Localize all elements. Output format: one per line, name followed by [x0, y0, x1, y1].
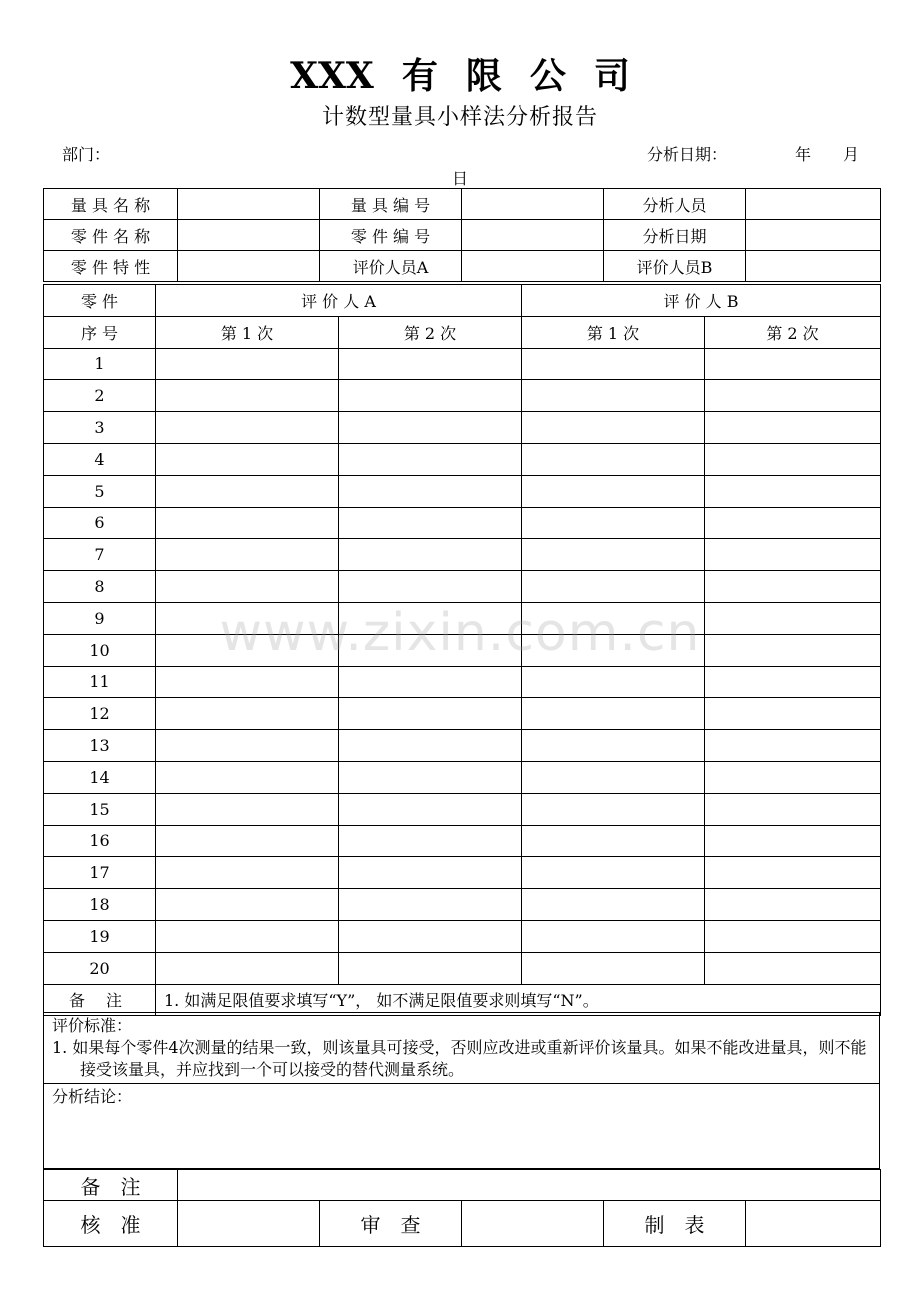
b-trial-2-cell[interactable] [705, 666, 881, 698]
a-trial-1-cell[interactable] [156, 730, 339, 762]
grid-subheader-row [44, 316, 881, 348]
analyst-field[interactable] [746, 189, 881, 220]
part-no-field[interactable] [462, 220, 604, 251]
remark-text: 1. 如满足限值要求填写“Y”， 如不满足限值要求则填写“N”。 [156, 984, 881, 1016]
b-trial-2-cell[interactable] [705, 761, 881, 793]
b-trial-2-cell[interactable] [705, 793, 881, 825]
a-trial-1-cell[interactable] [156, 602, 339, 634]
report-title: 计数型量具小样法分析报告 [321, 105, 598, 130]
a-trial-2-cell[interactable] [339, 634, 522, 666]
appraiser-a-header: 评 价 人 A [156, 285, 522, 317]
a-trial-2-cell[interactable] [339, 348, 522, 380]
gauge-name-label: 量 具 名 称 [44, 189, 178, 220]
b-trial-1-cell[interactable] [522, 380, 705, 412]
appraiser-b-header: 评 价 人 B [522, 285, 881, 317]
b-trial-1-cell[interactable] [522, 539, 705, 571]
part-number: 20 [44, 952, 156, 984]
table-row [44, 412, 881, 444]
b-trial-2-cell[interactable] [705, 920, 881, 952]
a-trial-1-cell[interactable] [156, 920, 339, 952]
b-trial-2-cell[interactable] [705, 952, 881, 984]
b-trial-2: 第 2 次 [705, 316, 881, 348]
a-trial-1-cell[interactable] [156, 761, 339, 793]
b-trial-2-cell[interactable] [705, 380, 881, 412]
appraiser-a-label: 评价人员A [320, 251, 462, 282]
b-trial-2-cell[interactable] [705, 443, 881, 475]
part-number: 13 [44, 730, 156, 762]
a-trial-1-cell[interactable] [156, 571, 339, 603]
a-trial-2-cell[interactable] [339, 698, 522, 730]
appraiser-b-field[interactable] [746, 251, 881, 282]
b-trial-2-cell[interactable] [705, 412, 881, 444]
table-row [44, 793, 881, 825]
analysis-date-field[interactable] [746, 220, 881, 251]
measurement-table [43, 284, 881, 1016]
b-trial-1-cell[interactable] [522, 443, 705, 475]
b-trial-2-cell[interactable] [705, 857, 881, 889]
b-trial-1-cell[interactable] [522, 475, 705, 507]
year-label: 年 [795, 145, 812, 164]
b-trial-2-cell[interactable] [705, 698, 881, 730]
a-trial-1-cell[interactable] [156, 443, 339, 475]
day-label: 日 [452, 169, 469, 188]
a-trial-2: 第 2 次 [339, 316, 522, 348]
b-trial-1-cell[interactable] [522, 666, 705, 698]
footer-remark-field[interactable] [178, 1170, 881, 1201]
part-number: 19 [44, 920, 156, 952]
b-trial-2-cell[interactable] [705, 634, 881, 666]
a-trial-1-cell[interactable] [156, 475, 339, 507]
b-trial-1-cell[interactable] [522, 889, 705, 921]
a-trial-2-cell[interactable] [339, 507, 522, 539]
part-number: 5 [44, 475, 156, 507]
a-trial-1-cell[interactable] [156, 348, 339, 380]
b-trial-2-cell[interactable] [705, 539, 881, 571]
dept-label: 部门： [62, 145, 111, 164]
a-trial-1-cell[interactable] [156, 793, 339, 825]
a-trial-1-cell[interactable] [156, 889, 339, 921]
table-row [44, 761, 881, 793]
b-trial-2-cell[interactable] [705, 475, 881, 507]
part-number: 16 [44, 825, 156, 857]
prepare-field[interactable] [746, 1201, 881, 1247]
table-row [44, 920, 881, 952]
a-trial-2-cell[interactable] [339, 920, 522, 952]
table-row [44, 889, 881, 921]
info-row [44, 251, 881, 282]
b-trial-1-cell[interactable] [522, 730, 705, 762]
a-trial-1-cell[interactable] [156, 634, 339, 666]
b-trial-2-cell[interactable] [705, 571, 881, 603]
b-trial-1-cell[interactable] [522, 793, 705, 825]
month-label: 月 [843, 145, 860, 164]
a-trial-1: 第 1 次 [156, 316, 339, 348]
a-trial-2-cell[interactable] [339, 825, 522, 857]
analyst-label: 分析人员 [604, 189, 746, 220]
table-row [44, 698, 881, 730]
b-trial-1: 第 1 次 [522, 316, 705, 348]
part-label-1: 零 件 [44, 285, 156, 317]
part-char-field[interactable] [178, 251, 320, 282]
table-row [44, 507, 881, 539]
part-number: 10 [44, 634, 156, 666]
a-trial-2-cell[interactable] [339, 475, 522, 507]
a-trial-1-cell[interactable] [156, 825, 339, 857]
b-trial-1-cell[interactable] [522, 412, 705, 444]
a-trial-1-cell[interactable] [156, 698, 339, 730]
a-trial-2-cell[interactable] [339, 539, 522, 571]
part-number: 11 [44, 666, 156, 698]
a-trial-1-cell[interactable] [156, 952, 339, 984]
a-trial-2-cell[interactable] [339, 730, 522, 762]
a-trial-2-cell[interactable] [339, 443, 522, 475]
info-row [44, 220, 881, 251]
criteria-table [43, 1012, 880, 1169]
conclusion-cell[interactable] [44, 1084, 880, 1169]
part-number: 4 [44, 443, 156, 475]
b-trial-2-cell[interactable] [705, 348, 881, 380]
table-row [44, 443, 881, 475]
part-number: 9 [44, 602, 156, 634]
a-trial-2-cell[interactable] [339, 666, 522, 698]
info-table [43, 188, 881, 282]
b-trial-1-cell[interactable] [522, 698, 705, 730]
table-row [44, 857, 881, 889]
table-row [44, 348, 881, 380]
gauge-no-label: 量 具 编 号 [320, 189, 462, 220]
a-trial-2-cell[interactable] [339, 602, 522, 634]
b-trial-2-cell[interactable] [705, 602, 881, 634]
b-trial-1-cell[interactable] [522, 634, 705, 666]
table-row [44, 825, 881, 857]
part-label-2: 序 号 [44, 316, 156, 348]
criteria-cell [44, 1013, 880, 1084]
part-number: 1 [44, 348, 156, 380]
b-trial-1-cell[interactable] [522, 952, 705, 984]
part-number: 8 [44, 571, 156, 603]
part-no-label: 零 件 编 号 [320, 220, 462, 251]
a-trial-2-cell[interactable] [339, 889, 522, 921]
a-trial-2-cell[interactable] [339, 857, 522, 889]
signoff-table [43, 1169, 881, 1247]
b-trial-1-cell[interactable] [522, 507, 705, 539]
a-trial-2-cell[interactable] [339, 571, 522, 603]
b-trial-2-cell[interactable] [705, 889, 881, 921]
part-number: 3 [44, 412, 156, 444]
b-trial-2-cell[interactable] [705, 730, 881, 762]
appraiser-a-field[interactable] [462, 251, 604, 282]
b-trial-1-cell[interactable] [522, 602, 705, 634]
table-row [44, 571, 881, 603]
info-row [44, 189, 881, 220]
company-title: XXX 有 限 公 司 [290, 55, 630, 97]
a-trial-1-cell[interactable] [156, 539, 339, 571]
part-number: 7 [44, 539, 156, 571]
part-name-label: 零 件 名 称 [44, 220, 178, 251]
part-number: 15 [44, 793, 156, 825]
a-trial-2-cell[interactable] [339, 952, 522, 984]
part-number: 12 [44, 698, 156, 730]
b-trial-1-cell[interactable] [522, 920, 705, 952]
part-number: 2 [44, 380, 156, 412]
table-row [44, 952, 881, 984]
a-trial-2-cell[interactable] [339, 380, 522, 412]
review-field[interactable] [462, 1201, 604, 1247]
analysis-date-label: 分析日期 [604, 220, 746, 251]
b-trial-2-cell[interactable] [705, 825, 881, 857]
criteria-text: 1. 如果每个零件4次测量的结果一致，则该量具可接受，否则应改进或重新评价该量具。如果不能改进量具，则不能接受该量具，并应找到一个可以接受的替代测量系统。 [52, 1038, 867, 1079]
part-number: 6 [44, 507, 156, 539]
b-trial-1-cell[interactable] [522, 761, 705, 793]
approve-field[interactable] [178, 1201, 320, 1247]
remark-label: 备 注 [44, 984, 156, 1016]
b-trial-1-cell[interactable] [522, 825, 705, 857]
table-row [44, 666, 881, 698]
a-trial-1-cell[interactable] [156, 412, 339, 444]
a-trial-2-cell[interactable] [339, 412, 522, 444]
footer-remark-label: 备 注 [44, 1170, 178, 1201]
a-trial-1-cell[interactable] [156, 857, 339, 889]
gauge-no-field[interactable] [462, 189, 604, 220]
review-label: 审 查 [320, 1201, 462, 1247]
a-trial-1-cell[interactable] [156, 507, 339, 539]
part-number: 18 [44, 889, 156, 921]
grid-header-row [44, 285, 881, 317]
b-trial-1-cell[interactable] [522, 571, 705, 603]
table-row [44, 539, 881, 571]
part-number: 14 [44, 761, 156, 793]
a-trial-1-cell[interactable] [156, 666, 339, 698]
watermark: www.zixin.com.cn [219, 603, 701, 663]
b-trial-2-cell[interactable] [705, 507, 881, 539]
table-row [44, 380, 881, 412]
b-trial-1-cell[interactable] [522, 857, 705, 889]
a-trial-1-cell[interactable] [156, 380, 339, 412]
table-row [44, 634, 881, 666]
part-char-label: 零 件 特 性 [44, 251, 178, 282]
appraiser-b-label: 评价人员B [604, 251, 746, 282]
table-row [44, 602, 881, 634]
conclusion-label: 分析结论： [52, 1087, 133, 1106]
part-name-field[interactable] [178, 220, 320, 251]
prepare-label: 制 表 [604, 1201, 746, 1247]
approve-label: 核 准 [44, 1201, 178, 1247]
a-trial-2-cell[interactable] [339, 761, 522, 793]
a-trial-2-cell[interactable] [339, 793, 522, 825]
criteria-title: 评价标准： [52, 1016, 133, 1035]
gauge-name-field[interactable] [178, 189, 320, 220]
table-row [44, 475, 881, 507]
table-row [44, 730, 881, 762]
part-number: 17 [44, 857, 156, 889]
b-trial-1-cell[interactable] [522, 348, 705, 380]
date-label: 分析日期： [647, 145, 728, 164]
